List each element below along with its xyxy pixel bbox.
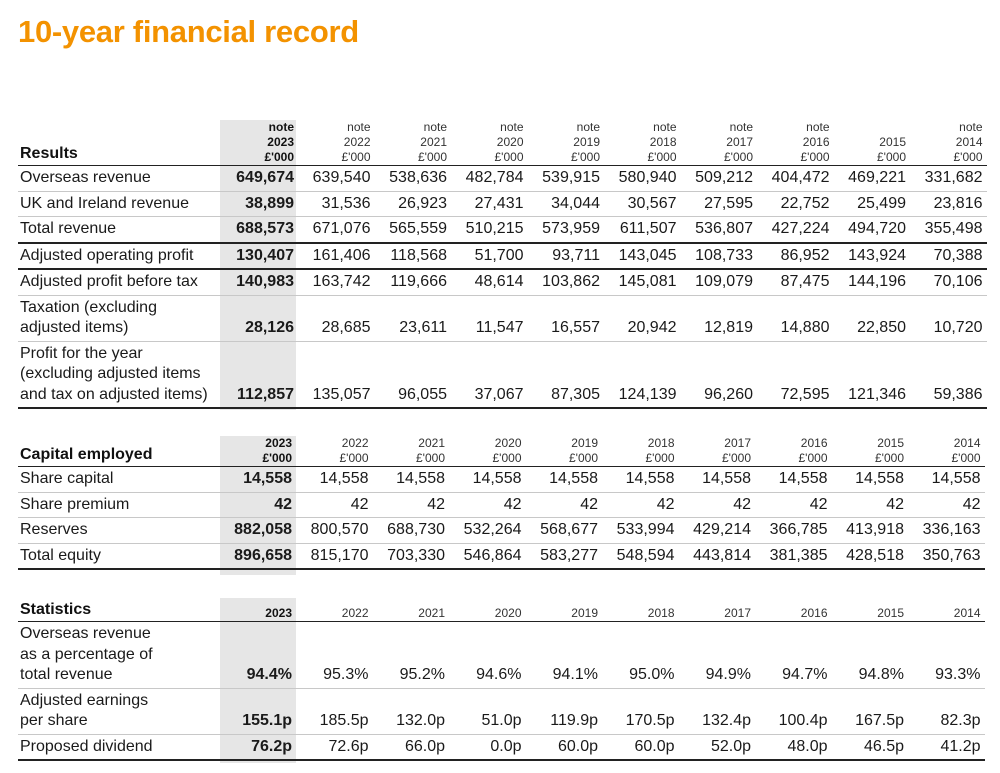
results-cell: 22,752 — [757, 191, 834, 217]
capital-header-year: 2016 — [800, 436, 828, 450]
results-cell: 28,126 — [222, 295, 298, 341]
results-cell: 145,081 — [604, 269, 681, 295]
results-cell: 112,857 — [222, 341, 298, 408]
capital-cell: 42 — [526, 492, 603, 518]
capital-row-label: Total equity — [18, 543, 220, 569]
results-header-year: 2023 — [267, 135, 294, 149]
statistics-cell: 94.8% — [832, 622, 909, 689]
results-cell: 611,507 — [604, 217, 681, 243]
results-column-header — [375, 120, 452, 166]
capital-cell: 532,264 — [449, 518, 526, 544]
results-header-year: 2022 — [343, 135, 371, 149]
statistics-column-header — [296, 600, 373, 622]
results-cell: 482,784 — [451, 166, 528, 192]
capital-cell: 42 — [296, 492, 373, 518]
statistics-header-year: 2018 — [647, 606, 675, 620]
capital-cell: 443,814 — [679, 543, 756, 569]
capital-row — [18, 543, 985, 569]
capital-cell: 42 — [449, 492, 526, 518]
capital-header-unit: £'000 — [722, 451, 751, 465]
page-title: 10-year financial record — [18, 14, 359, 49]
capital-cell: 366,785 — [755, 518, 832, 544]
capital-cell: 42 — [908, 492, 985, 518]
statistics-header-year: 2023 — [265, 606, 292, 620]
results-cell: 539,915 — [528, 166, 605, 192]
statistics-cell: 52.0p — [679, 734, 756, 760]
capital-cell: 800,570 — [296, 518, 373, 544]
results-header-unit: £'000 — [418, 150, 447, 164]
results-cell: 124,139 — [604, 341, 681, 408]
statistics-header-year: 2022 — [341, 606, 369, 620]
results-cell: 580,940 — [604, 166, 681, 192]
results-cell: 25,499 — [834, 191, 911, 217]
results-cell: 12,819 — [681, 295, 758, 341]
results-header-year: 2020 — [496, 135, 524, 149]
results-header-unit: £'000 — [571, 150, 600, 164]
statistics-cell: 60.0p — [602, 734, 679, 760]
capital-column-header — [602, 436, 679, 467]
results-cell: 26,923 — [375, 191, 452, 217]
capital-row — [18, 518, 985, 544]
results-header-year: 2021 — [420, 135, 447, 149]
capital-employed-table — [18, 436, 985, 570]
results-cell: 103,862 — [528, 269, 605, 295]
capital-header-year: 2023 — [265, 436, 292, 450]
capital-cell: 42 — [602, 492, 679, 518]
results-cell: 93,711 — [528, 243, 605, 270]
results-cell: 140,983 — [222, 269, 298, 295]
results-cell: 96,260 — [681, 341, 758, 408]
results-cell: 163,742 — [298, 269, 375, 295]
capital-section-heading: Capital employed — [18, 436, 220, 467]
capital-column-header — [449, 436, 526, 467]
statistics-cell: 132.0p — [373, 688, 450, 734]
capital-cell: 896,658 — [220, 543, 296, 569]
statistics-cell: 94.4% — [220, 622, 296, 689]
results-header-year: 2018 — [649, 135, 677, 149]
capital-header-year: 2020 — [494, 436, 522, 450]
results-column-header — [834, 120, 911, 166]
results-cell: 161,406 — [298, 243, 375, 270]
results-cell: 108,733 — [681, 243, 758, 270]
statistics-cell: 48.0p — [755, 734, 832, 760]
statistics-header-year: 2016 — [800, 606, 828, 620]
results-cell: 87,305 — [528, 341, 605, 408]
statistics-cell: 82.3p — [908, 688, 985, 734]
capital-cell: 14,558 — [296, 467, 373, 493]
capital-column-header — [908, 436, 985, 467]
results-cell: 23,816 — [910, 191, 987, 217]
statistics-row-label — [18, 688, 220, 734]
capital-header-unit: £'000 — [645, 451, 675, 465]
statistics-header-year: 2021 — [418, 606, 445, 620]
results-cell: 404,472 — [757, 166, 834, 192]
statistics-row — [18, 622, 985, 689]
results-cell: 16,557 — [528, 295, 605, 341]
results-header-note: note — [423, 120, 447, 134]
results-row — [18, 217, 987, 243]
capital-cell: 14,558 — [449, 467, 526, 493]
capital-cell: 14,558 — [526, 467, 603, 493]
capital-cell: 14,558 — [908, 467, 985, 493]
results-cell: 51,700 — [451, 243, 528, 270]
results-row-label: Total revenue — [18, 217, 222, 243]
capital-cell: 703,330 — [373, 543, 450, 569]
results-column-header — [604, 120, 681, 166]
results-row — [18, 166, 987, 192]
statistics-section-heading: Statistics — [18, 600, 220, 622]
results-cell: 639,540 — [298, 166, 375, 192]
statistics-column-header — [908, 600, 985, 622]
results-cell: 331,682 — [910, 166, 987, 192]
results-header-note: note — [806, 120, 830, 134]
results-cell: 135,057 — [298, 341, 375, 408]
results-cell: 59,386 — [910, 341, 987, 408]
results-cell: 143,924 — [834, 243, 911, 270]
results-column-header — [222, 120, 298, 166]
results-cell: 70,106 — [910, 269, 987, 295]
capital-header-year: 2017 — [724, 436, 751, 450]
results-header-unit: £'000 — [877, 150, 906, 164]
results-cell: 86,952 — [757, 243, 834, 270]
capital-header-unit: £'000 — [875, 451, 904, 465]
results-header-note: note — [500, 120, 524, 134]
results-cell: 538,636 — [375, 166, 452, 192]
statistics-cell: 76.2p — [220, 734, 296, 760]
results-cell: 30,567 — [604, 191, 681, 217]
results-cell: 573,959 — [528, 217, 605, 243]
results-header-unit: £'000 — [800, 150, 830, 164]
results-row — [18, 191, 987, 217]
capital-header-unit: £'000 — [262, 451, 292, 465]
results-cell: 38,899 — [222, 191, 298, 217]
results-header-note: note — [268, 120, 294, 134]
statistics-header-year: 2015 — [877, 606, 904, 620]
capital-cell: 688,730 — [373, 518, 450, 544]
statistics-cell: 100.4p — [755, 688, 832, 734]
statistics-cell: 132.4p — [679, 688, 756, 734]
capital-cell: 568,677 — [526, 518, 603, 544]
results-row-label — [18, 295, 222, 341]
capital-cell: 583,277 — [526, 543, 603, 569]
statistics-cell: 185.5p — [296, 688, 373, 734]
wrapped-label-text: Overseas revenue as a percentage of total revenue — [20, 625, 153, 683]
results-header-unit: £'000 — [724, 150, 753, 164]
results-cell: 28,685 — [298, 295, 375, 341]
results-cell: 121,346 — [834, 341, 911, 408]
statistics-cell: 155.1p — [220, 688, 296, 734]
capital-cell: 336,163 — [908, 518, 985, 544]
statistics-cell: 60.0p — [526, 734, 603, 760]
statistics-cell: 94.9% — [679, 622, 756, 689]
results-row — [18, 295, 987, 341]
results-header-unit: £'000 — [264, 150, 294, 164]
results-column-header — [451, 120, 528, 166]
results-cell: 31,536 — [298, 191, 375, 217]
results-row — [18, 243, 987, 270]
statistics-cell: 0.0p — [449, 734, 526, 760]
wrapped-label-text: Adjusted earnings per share — [20, 691, 149, 729]
results-cell: 23,611 — [375, 295, 452, 341]
results-header-unit: £'000 — [953, 150, 983, 164]
results-cell: 688,573 — [222, 217, 298, 243]
capital-row — [18, 492, 985, 518]
capital-header-unit: £'000 — [492, 451, 522, 465]
results-cell: 510,215 — [451, 217, 528, 243]
statistics-cell: 119.9p — [526, 688, 603, 734]
statistics-cell: 95.3% — [296, 622, 373, 689]
results-cell: 118,568 — [375, 243, 452, 270]
results-cell: 109,079 — [681, 269, 758, 295]
results-row-label: Adjusted profit before tax — [18, 269, 222, 295]
results-cell: 565,559 — [375, 217, 452, 243]
capital-header-unit: £'000 — [798, 451, 828, 465]
results-column-header — [910, 120, 987, 166]
statistics-table — [18, 600, 985, 761]
statistics-row-label: Proposed dividend — [18, 734, 220, 760]
capital-cell: 350,763 — [908, 543, 985, 569]
statistics-cell: 41.2p — [908, 734, 985, 760]
results-header-note: note — [576, 120, 600, 134]
capital-row-label: Reserves — [18, 518, 220, 544]
results-header-note: note — [347, 120, 371, 134]
capital-cell: 429,214 — [679, 518, 756, 544]
capital-cell: 14,558 — [602, 467, 679, 493]
results-cell: 10,720 — [910, 295, 987, 341]
capital-cell: 14,558 — [679, 467, 756, 493]
statistics-column-header — [832, 600, 909, 622]
results-cell: 119,666 — [375, 269, 452, 295]
results-cell: 48,614 — [451, 269, 528, 295]
statistics-cell: 170.5p — [602, 688, 679, 734]
capital-column-header — [832, 436, 909, 467]
results-header-note: note — [959, 120, 983, 134]
capital-cell: 381,385 — [755, 543, 832, 569]
capital-header-year: 2014 — [953, 436, 981, 450]
results-cell: 649,674 — [222, 166, 298, 192]
results-cell: 87,475 — [757, 269, 834, 295]
capital-header-year: 2022 — [341, 436, 369, 450]
capital-column-header — [755, 436, 832, 467]
capital-header-unit: £'000 — [339, 451, 369, 465]
statistics-header-year: 2017 — [724, 606, 751, 620]
capital-cell: 42 — [220, 492, 296, 518]
statistics-cell: 95.0% — [602, 622, 679, 689]
results-header-year: 2016 — [802, 135, 830, 149]
statistics-cell: 51.0p — [449, 688, 526, 734]
results-cell: 96,055 — [375, 341, 452, 408]
statistics-cell: 95.2% — [373, 622, 450, 689]
statistics-column-header — [755, 600, 832, 622]
capital-column-header — [679, 436, 756, 467]
results-row — [18, 269, 987, 295]
capital-header-unit: £'000 — [416, 451, 445, 465]
results-column-header — [528, 120, 605, 166]
results-cell: 11,547 — [451, 295, 528, 341]
results-column-header — [681, 120, 758, 166]
capital-row-label: Share premium — [18, 492, 220, 518]
results-section-heading: Results — [18, 120, 222, 166]
statistics-header-year: 2019 — [571, 606, 598, 620]
capital-cell: 14,558 — [832, 467, 909, 493]
results-cell: 469,221 — [834, 166, 911, 192]
statistics-cell: 72.6p — [296, 734, 373, 760]
results-cell: 671,076 — [298, 217, 375, 243]
capital-cell: 548,594 — [602, 543, 679, 569]
capital-row-label: Share capital — [18, 467, 220, 493]
statistics-cell: 94.6% — [449, 622, 526, 689]
wrapped-label-text: Taxation (excluding adjusted items) — [20, 298, 157, 336]
capital-cell: 42 — [373, 492, 450, 518]
results-cell: 14,880 — [757, 295, 834, 341]
results-header-unit: £'000 — [647, 150, 677, 164]
capital-cell: 14,558 — [373, 467, 450, 493]
capital-cell: 42 — [832, 492, 909, 518]
results-row-label — [18, 341, 222, 408]
statistics-column-header — [526, 600, 603, 622]
statistics-column-header — [449, 600, 526, 622]
capital-header-year: 2021 — [418, 436, 445, 450]
results-header-unit: £'000 — [494, 150, 524, 164]
results-cell: 22,850 — [834, 295, 911, 341]
results-cell: 427,224 — [757, 217, 834, 243]
statistics-cell: 94.1% — [526, 622, 603, 689]
capital-cell: 533,994 — [602, 518, 679, 544]
results-header-year: 2019 — [573, 135, 600, 149]
results-cell: 143,045 — [604, 243, 681, 270]
statistics-cell: 94.7% — [755, 622, 832, 689]
capital-header-year: 2019 — [571, 436, 598, 450]
capital-header-unit: £'000 — [569, 451, 598, 465]
capital-cell: 815,170 — [296, 543, 373, 569]
results-cell: 130,407 — [222, 243, 298, 270]
results-header-year: 2014 — [955, 135, 983, 149]
results-cell: 536,807 — [681, 217, 758, 243]
results-cell: 509,212 — [681, 166, 758, 192]
capital-header-unit: £'000 — [951, 451, 981, 465]
results-cell: 20,942 — [604, 295, 681, 341]
capital-header-year: 2018 — [647, 436, 675, 450]
capital-cell: 546,864 — [449, 543, 526, 569]
capital-column-header — [373, 436, 450, 467]
capital-cell: 42 — [679, 492, 756, 518]
capital-cell: 14,558 — [755, 467, 832, 493]
results-cell: 27,431 — [451, 191, 528, 217]
statistics-row — [18, 688, 985, 734]
results-cell: 72,595 — [757, 341, 834, 408]
capital-column-header — [220, 436, 296, 467]
results-column-header — [757, 120, 834, 166]
statistics-cell: 93.3% — [908, 622, 985, 689]
capital-cell: 14,558 — [220, 467, 296, 493]
statistics-header-year: 2014 — [953, 606, 981, 620]
statistics-row-label — [18, 622, 220, 689]
statistics-column-header — [602, 600, 679, 622]
results-table — [18, 120, 987, 409]
results-cell: 37,067 — [451, 341, 528, 408]
results-header-year: 2017 — [726, 135, 753, 149]
capital-column-header — [296, 436, 373, 467]
statistics-header-year: 2020 — [494, 606, 522, 620]
statistics-row — [18, 734, 985, 760]
statistics-cell: 46.5p — [832, 734, 909, 760]
statistics-cell: 167.5p — [832, 688, 909, 734]
results-row-label: UK and Ireland revenue — [18, 191, 222, 217]
capital-cell: 413,918 — [832, 518, 909, 544]
capital-header-year: 2015 — [877, 436, 904, 450]
capital-column-header — [526, 436, 603, 467]
statistics-column-header — [220, 600, 296, 622]
results-cell: 355,498 — [910, 217, 987, 243]
results-row-label: Adjusted operating profit — [18, 243, 222, 270]
capital-cell: 42 — [755, 492, 832, 518]
results-header-note: note — [729, 120, 753, 134]
capital-cell: 428,518 — [832, 543, 909, 569]
capital-cell: 882,058 — [220, 518, 296, 544]
statistics-column-header — [373, 600, 450, 622]
results-header-year: 2015 — [879, 135, 906, 149]
results-header-unit: £'000 — [341, 150, 371, 164]
results-cell: 144,196 — [834, 269, 911, 295]
results-cell: 34,044 — [528, 191, 605, 217]
results-column-header — [298, 120, 375, 166]
results-cell: 70,388 — [910, 243, 987, 270]
wrapped-label-text: Profit for the year (excluding adjusted items and tax on adjusted items) — [20, 344, 208, 403]
capital-row — [18, 467, 985, 493]
results-row-label: Overseas revenue — [18, 166, 222, 192]
results-cell: 27,595 — [681, 191, 758, 217]
statistics-column-header — [679, 600, 756, 622]
statistics-cell: 66.0p — [373, 734, 450, 760]
results-cell: 494,720 — [834, 217, 911, 243]
results-header-note: note — [653, 120, 677, 134]
results-row — [18, 341, 987, 408]
